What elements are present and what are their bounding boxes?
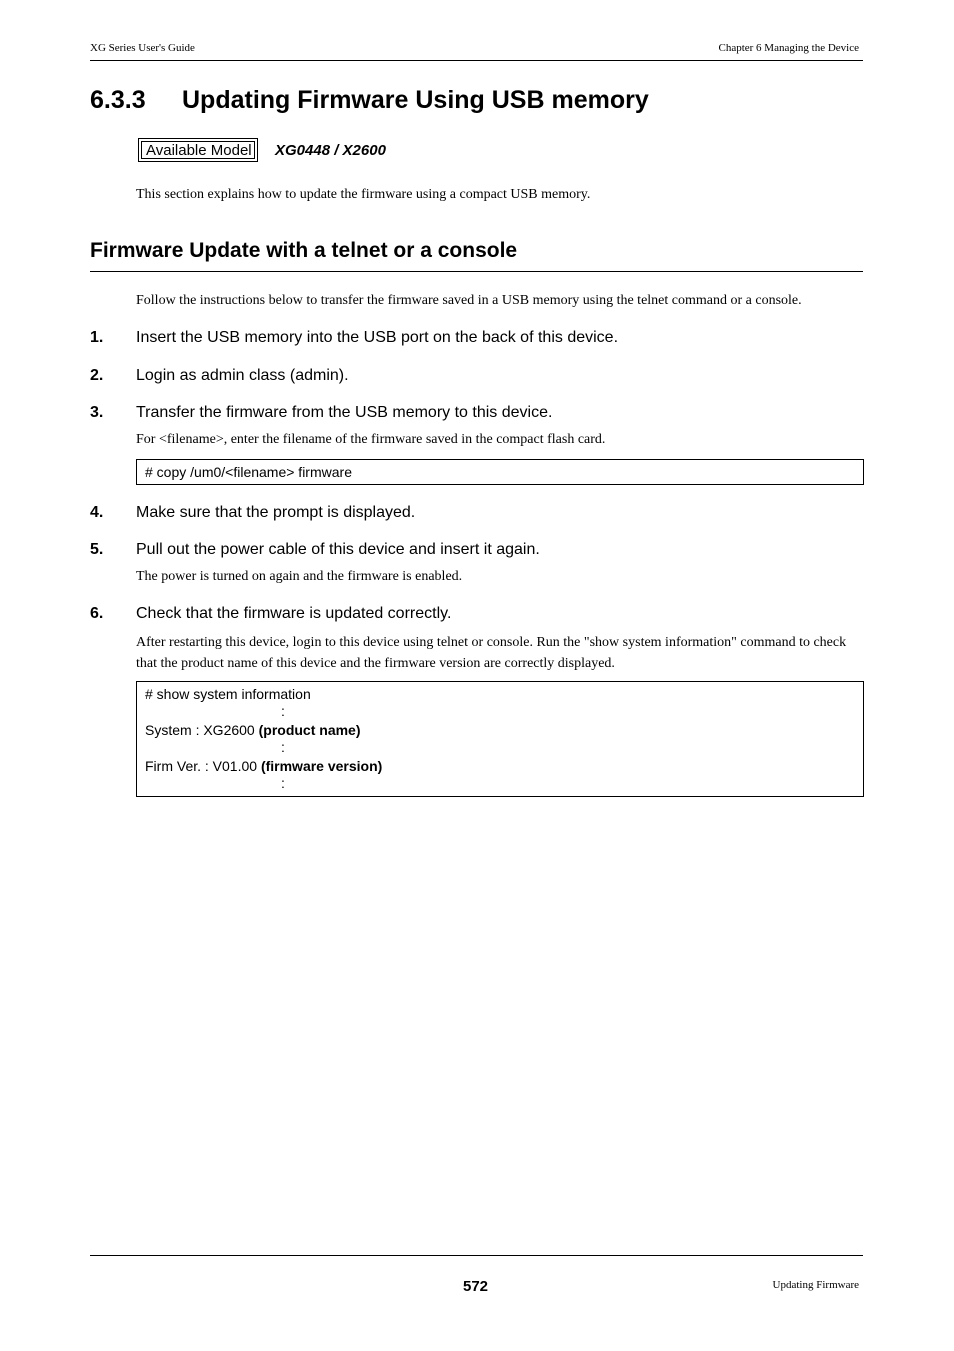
subsection-rule	[90, 271, 863, 272]
step-number: 4.	[90, 504, 104, 521]
available-model-box	[138, 138, 258, 162]
ellipsis-colon: :	[281, 775, 285, 791]
step-text: Transfer the firmware from the USB memory to this device.	[136, 404, 553, 421]
copy-command-box	[136, 459, 864, 485]
section-number: 6.3.3	[90, 86, 146, 114]
ellipsis-colon: :	[281, 739, 285, 755]
firm-ver-text: Firm Ver. : V01.00	[145, 758, 261, 774]
ellipsis-colon: :	[281, 703, 285, 719]
step-number: 1.	[90, 329, 104, 346]
show-command: # show system information	[145, 686, 311, 702]
section-heading	[90, 86, 649, 115]
section-title: Updating Firmware Using USB memory	[182, 86, 649, 114]
step-text: Insert the USB memory into the USB port on the back of this device.	[136, 329, 619, 346]
header-chapter-title: Chapter 6 Managing the Device	[718, 42, 859, 54]
copy-command: # copy /um0/<filename> firmware	[145, 464, 352, 480]
show-command-box	[136, 681, 864, 797]
subsection-heading: Firmware Update with a telnet or a console	[90, 239, 518, 262]
header-rule	[90, 60, 863, 61]
footer-section-title: Updating Firmware	[772, 1279, 859, 1291]
step-number: 6.	[90, 605, 104, 622]
product-name-label: (product name)	[258, 722, 361, 738]
page-number: 572	[463, 1278, 489, 1295]
header-guide-title: XG Series User's Guide	[90, 42, 195, 54]
step-text: Login as admin class (admin).	[136, 367, 349, 384]
step-number: 3.	[90, 404, 104, 421]
firmware-version-label: (firmware version)	[260, 758, 383, 774]
firm-ver-line	[145, 758, 382, 774]
step-text: Make sure that the prompt is displayed.	[136, 504, 416, 521]
step-text: Pull out the power cable of this device and insert it again.	[136, 541, 540, 558]
step-3-note: For <filename>, enter the filename of the firmware saved in the compact flash card.	[136, 432, 606, 447]
available-model-label: Available Model	[141, 141, 255, 159]
system-line	[145, 722, 361, 738]
section-intro: This section explains how to update the firmware using a compact USB memory.	[136, 187, 591, 202]
step-number: 5.	[90, 541, 104, 558]
step-5-note: The power is turned on again and the firmware is enabled.	[136, 569, 463, 584]
step-text: Check that the firmware is updated correctly.	[136, 605, 452, 622]
system-text: System : XG2600	[145, 722, 259, 738]
available-model-value: XG0448 / X2600	[275, 142, 386, 159]
step-6-note: After restarting this device, login to this device using telnet or console. Run the "show system information" command to check that the product name of this device and the firmware version are correctly displayed.	[136, 635, 847, 671]
footer-rule	[90, 1255, 863, 1256]
subsection-intro: Follow the instructions below to transfer the firmware saved in a USB memory using the telnet command or a console.	[136, 293, 802, 308]
step-number: 2.	[90, 367, 104, 384]
